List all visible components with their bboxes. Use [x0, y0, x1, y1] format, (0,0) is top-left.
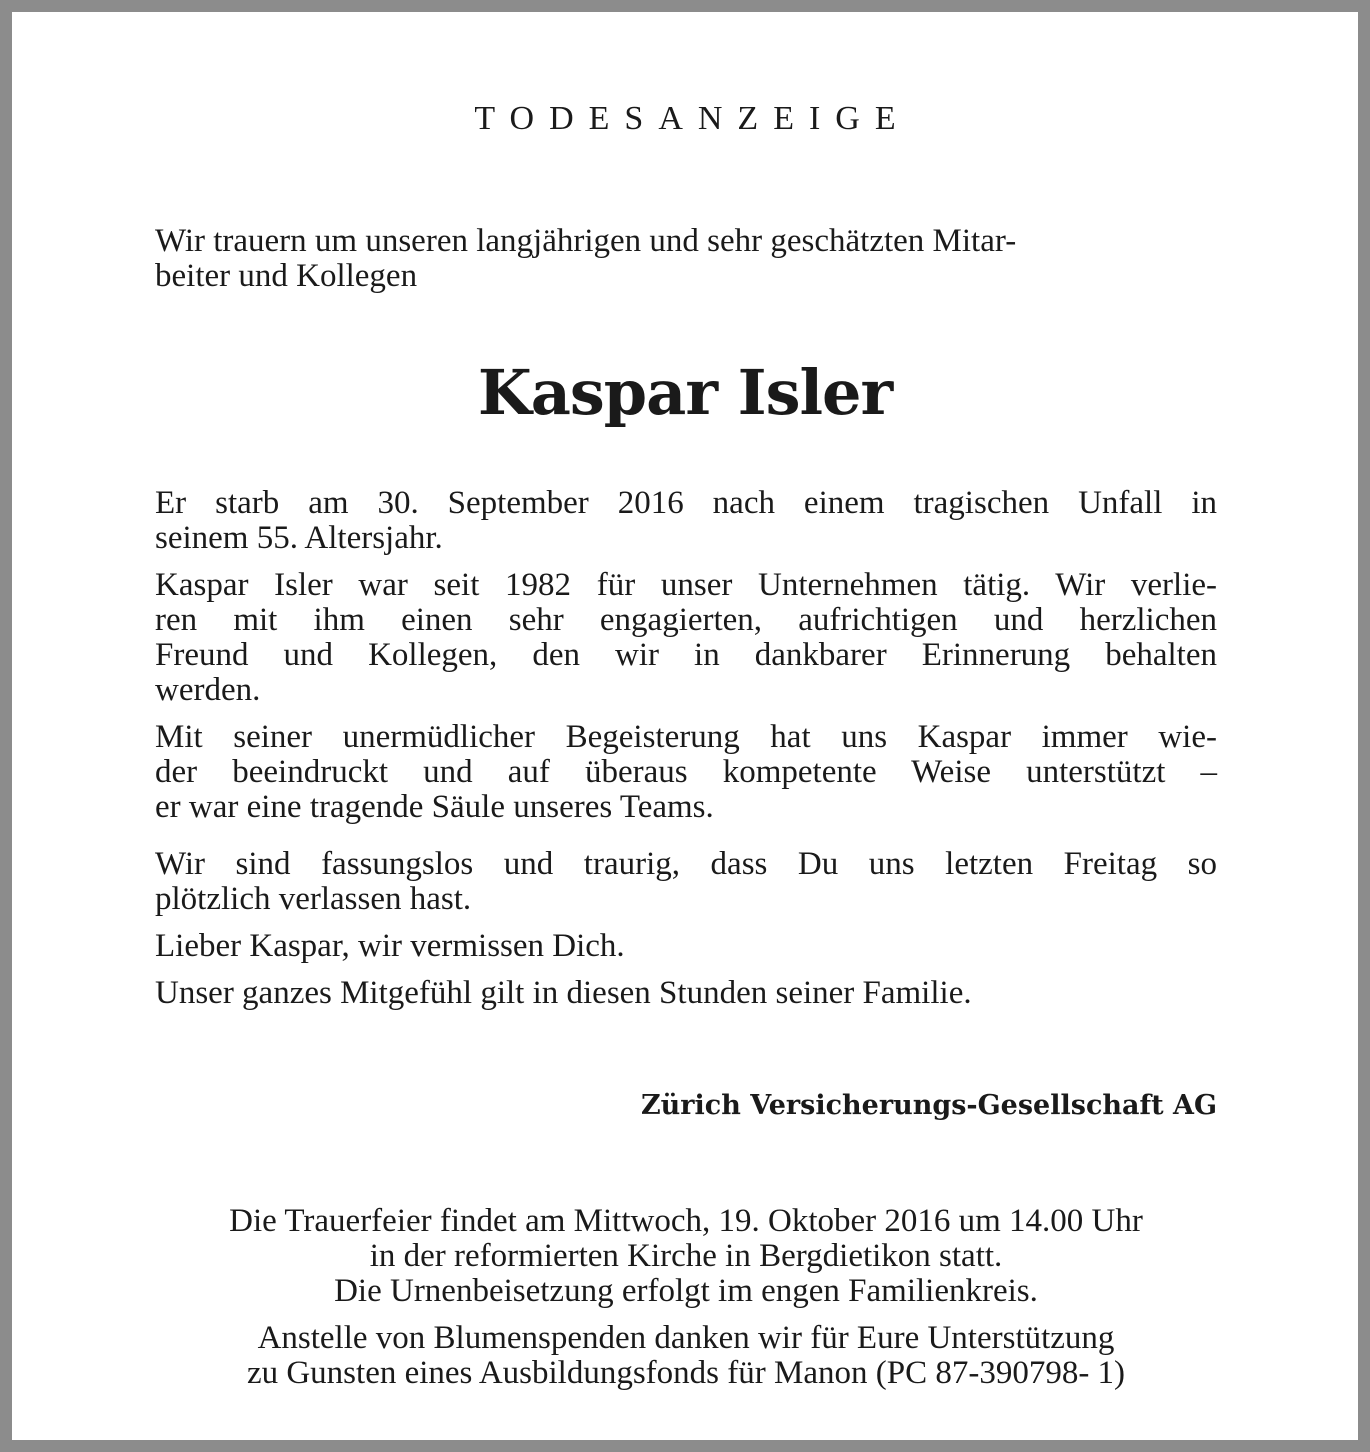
company-signature: Zürich Versicherungs-Gesellschaft AG: [640, 1090, 1217, 1121]
obituary-body: [155, 486, 1217, 1023]
paragraph: [155, 486, 1217, 556]
ceremony-line: Die Urnenbeisetzung erfolgt im engen Familienkreis.: [334, 1273, 1038, 1309]
paragraph-line: er war eine tragende Säule unseres Teams.: [155, 789, 714, 825]
paragraph-line: ren mit ihm einen sehr engagierten, aufrichtigen und herzlichen: [155, 602, 1217, 638]
paragraph-line: Kaspar Isler war seit 1982 für unser Unternehmen tätig. Wir verlie-: [155, 567, 1217, 603]
paragraph-line: Unser ganzes Mitgefühl gilt in diesen Stunden seiner Familie.: [155, 975, 972, 1011]
paragraph-line: seinem 55. Altersjahr.: [155, 520, 443, 556]
deceased-name: Kaspar Isler: [477, 356, 893, 429]
paragraph: [155, 929, 1217, 964]
paragraph-line: Freund und Kollegen, den wir in dankbarer Erinnerung behalten: [155, 637, 1217, 673]
paragraph-line: Wir sind fassungslos und traurig, dass Du uns letzten Freitag so: [155, 846, 1217, 882]
paragraph: [155, 847, 1217, 917]
donation-line: Anstelle von Blumenspenden danken wir für Eure Unterstützung: [257, 1320, 1115, 1356]
paragraph-line: Lieber Kaspar, wir vermissen Dich.: [155, 928, 625, 964]
ceremony-line: Die Trauerfeier findet am Mittwoch, 19. Oktober 2016 um 14.00 Uhr: [229, 1203, 1143, 1239]
paragraph-line: plötzlich verlassen hast.: [155, 881, 472, 917]
paragraph-line: Er starb am 30. September 2016 nach einem tragischen Unfall in: [155, 485, 1217, 521]
funeral-details: [155, 1204, 1217, 1391]
paragraph-line: der beeindruckt und auf überaus kompetente Weise unterstützt –: [155, 754, 1217, 790]
intro-line: Wir trauern um unseren langjährigen und sehr geschätzten Mitar-: [155, 223, 1017, 259]
ceremony-line: in der reformierten Kirche in Bergdietikon statt.: [369, 1238, 1003, 1274]
paragraph: [155, 568, 1217, 708]
paragraph-line: Mit seiner unermüdlicher Begeisterung hat uns Kaspar immer wie-: [155, 719, 1217, 755]
intro-line: beiter und Kollegen: [155, 258, 418, 294]
notice-header: TODESANZEIGE: [474, 100, 911, 137]
intro-text: [155, 224, 1217, 294]
paragraph: [155, 976, 1217, 1011]
paragraph: [155, 720, 1217, 825]
donation-line: zu Gunsten eines Ausbildungsfonds für Manon (PC 87-390798- 1): [246, 1355, 1126, 1391]
obituary-page: [12, 12, 1358, 1440]
paragraph-line: werden.: [155, 672, 261, 708]
